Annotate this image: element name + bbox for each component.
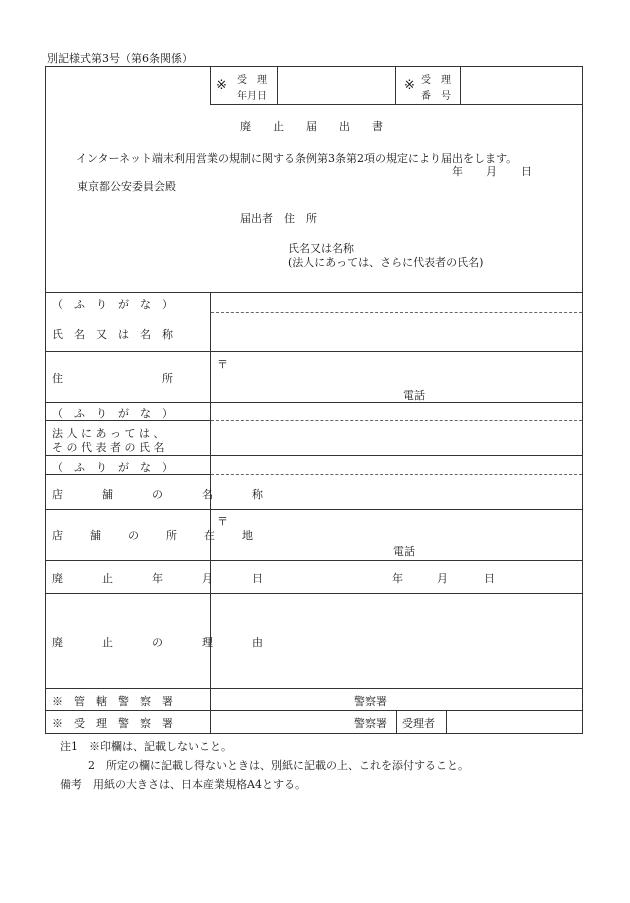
furigana-name-input[interactable] [212,294,581,311]
frame-left [45,66,46,734]
receipt-police-suffix: 警察署 [354,717,387,730]
label-abolish-reason: 廃 止 の 理 由 [52,636,277,649]
rule [277,66,278,105]
form-number: 別記様式第3号（第6条関係） [47,52,193,65]
shop-location-input[interactable] [230,511,581,559]
footnote-remark: 備考 用紙の大きさは、日本産業規格A4とする。 [60,778,306,791]
postal-mark-shop: 〒 [217,515,228,528]
rule [45,292,583,293]
address-input[interactable] [230,354,581,400]
name-input[interactable] [212,314,581,350]
dash [211,420,582,421]
footnote-2: 2 所定の欄に記載し得ないときは、別紙に記載の上、これを添付すること。 [88,759,469,772]
footnote-1: 注1 ※印欄は、記載しないこと。 [60,740,232,753]
dash [211,474,582,475]
reception-number-label-1: 受 理 [421,75,451,86]
tel-label-shop: 電話 [393,545,415,558]
furigana-shop-input[interactable] [212,457,581,473]
rule [446,710,447,734]
rule [45,351,583,352]
label-name: 氏 名 又 は 名 称 [52,328,173,341]
frame-right [582,66,583,734]
furigana-rep-input[interactable] [212,404,581,419]
abolish-month: 月 [437,572,448,585]
rule [45,710,583,711]
label-abolish-date: 廃 止 年 月 日 [52,572,277,585]
applicant-name-label: 氏名又は名称 [288,242,354,255]
tel-label-address: 電話 [403,389,425,402]
rule [45,560,583,561]
reception-number-mark: ※ [404,78,415,93]
corp-rep-input[interactable] [212,422,581,454]
shop-name-input[interactable] [212,476,581,508]
label-furigana-shop: （ ふ り が な ） [52,461,173,474]
form-title: 廃 止 届 出 書 [240,120,383,133]
addressee: 東京都公安委員会殿 [77,180,176,193]
police-station-suffix: 警察署 [354,695,387,708]
rule [210,292,211,733]
abolish-day: 日 [484,572,495,585]
rule [45,593,583,594]
label-shop-name: 店 舗 の 名 称 [52,488,277,501]
label-shop-location: 店 舗 の 所 在 地 [52,529,261,542]
date-month: 月 [486,165,497,178]
rule [45,688,583,689]
rule [460,66,461,105]
reception-number-input[interactable] [462,68,580,102]
label-corp-rep-1: 法 人 に あ っ て は 、 [52,427,165,440]
rule [45,509,583,510]
date-day: 日 [521,165,532,178]
rule [210,66,211,105]
rule [395,66,396,105]
abolish-reason-input[interactable] [212,595,581,687]
label-receipt-police: ※ 受 理 警 察 署 [52,717,173,730]
date-year: 年 [452,165,463,178]
reception-date-label-1: 受 理 [237,75,267,86]
reception-number-label-2: 番 号 [421,91,451,102]
rule [396,710,397,734]
applicant-rep-label: (法人にあっては、さらに代表者の氏名) [288,256,484,269]
rule [45,402,583,403]
rule [45,455,583,456]
label-police-station: ※ 管 轄 警 察 署 [52,695,173,708]
reception-date-input[interactable] [279,68,393,102]
applicant-address-label: 届出者 住 所 [240,212,317,225]
reception-date-label-2: 年月日 [237,91,267,102]
abolish-year: 年 [392,572,403,585]
rule [210,104,583,105]
statement-text: インターネット端末利用営業の規制に関する条例第3条第2項の規定により届出をします。 [76,152,518,165]
postal-mark-address: 〒 [217,358,228,371]
reception-date-mark: ※ [216,78,227,93]
frame-bottom [45,733,583,734]
receiver-label: 受理者 [402,717,435,730]
label-furigana-name: （ ふ り が な ） [52,298,173,311]
dash [211,312,582,313]
frame-top [45,66,583,67]
label-furigana-rep: （ ふ り が な ） [52,407,173,420]
label-corp-rep-2: そ の 代 表 者 の 氏 名 [52,441,165,454]
label-address: 住 所 [52,372,173,385]
